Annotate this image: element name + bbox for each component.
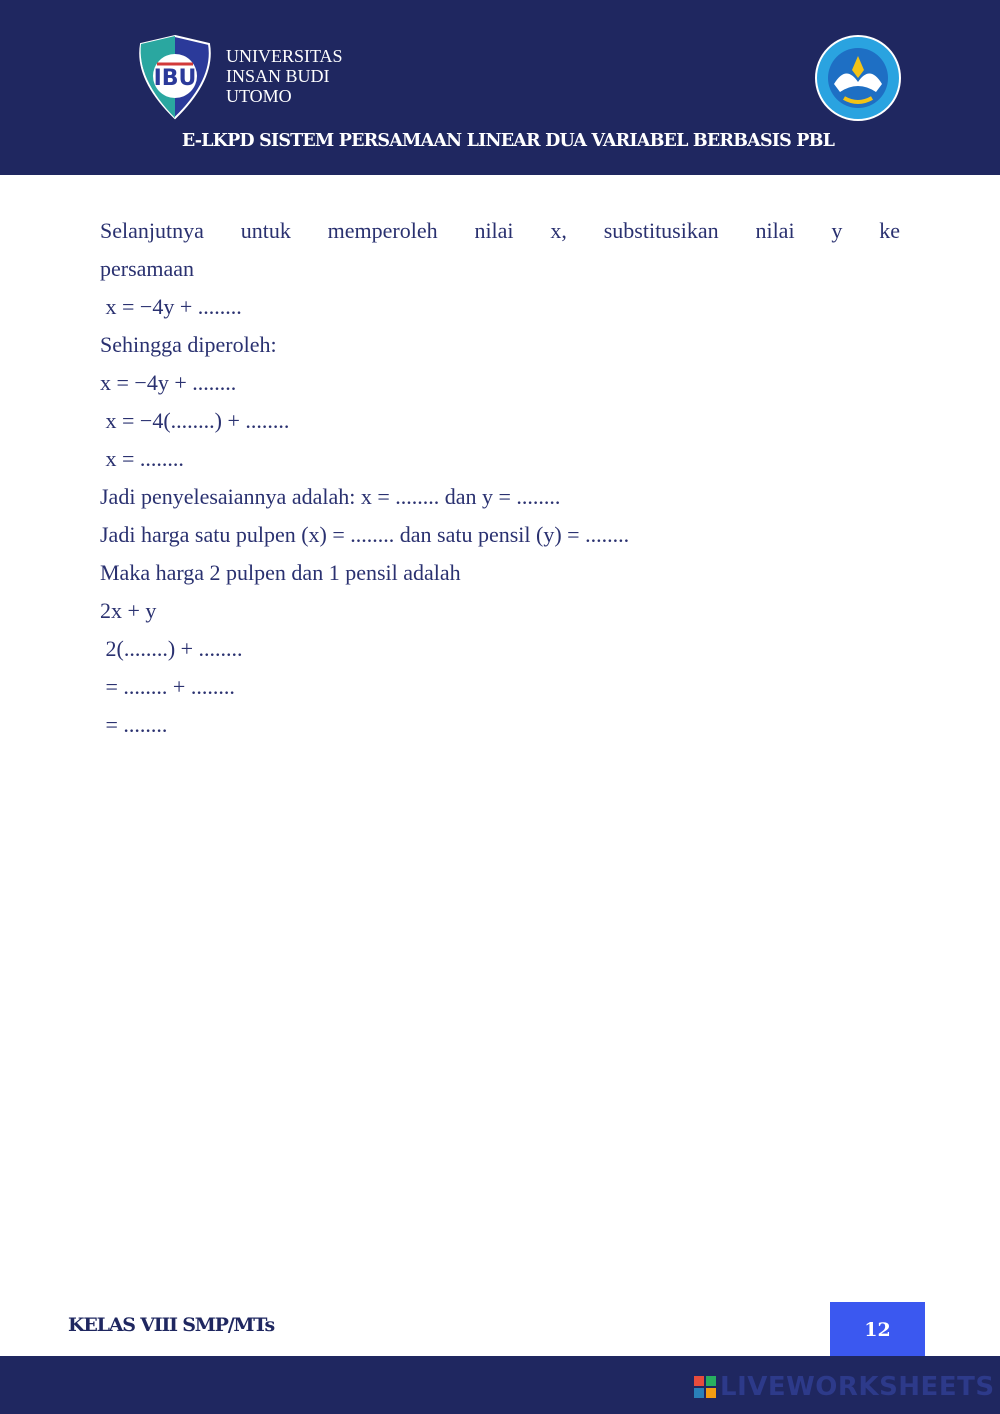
equation-line: = ........: [100, 712, 168, 737]
liveworksheets-brand[interactable]: [694, 1372, 995, 1402]
ministry-logo: [814, 34, 902, 122]
worksheet-content: [100, 212, 900, 744]
equation-line: 2(........) + ........: [100, 636, 243, 661]
university-name-line: UNIVERSITAS: [226, 46, 343, 66]
university-logo: [135, 34, 215, 120]
page-number: 12: [830, 1302, 925, 1358]
liveworksheets-text: LIVEWORKSHEETS: [720, 1372, 995, 1402]
equation-line: x = −4y + ........: [100, 294, 242, 319]
equation-line: x = ........: [100, 446, 184, 471]
text-line: Maka harga 2 pulpen dan 1 pensil adalah: [100, 560, 461, 585]
text-line: Jadi penyelesaiannya adalah: x = ........ dan y = ........: [100, 484, 561, 509]
university-name-line: INSAN BUDI: [226, 66, 330, 86]
text-line: Sehingga diperoleh:: [100, 332, 277, 357]
equation-line: x = −4(........) + ........: [100, 408, 290, 433]
equation-line: x = −4y + ........: [100, 370, 237, 395]
equation-line: 2x + y: [100, 598, 157, 623]
header-banner: [0, 0, 1000, 175]
university-name-line: UTOMO: [226, 86, 292, 106]
class-label: KELAS VIII SMP/MTs: [68, 1314, 274, 1336]
document-title: E-LKPD SISTEM PERSAMAAN LINEAR DUA VARIABEL BERBASIS PBL: [181, 131, 835, 151]
intro-line: Selanjutnya untuk memperoleh nilai x, substitusikan nilai y ke: [100, 218, 900, 243]
intro-line: persamaan: [100, 256, 195, 281]
university-name: [226, 46, 343, 106]
equation-line: = ........ + ........: [100, 674, 235, 699]
liveworksheets-icon: [694, 1376, 716, 1398]
svg-text:IBU: IBU: [153, 66, 197, 91]
text-line: Jadi harga satu pulpen (x) = ........ dan satu pensil (y) = ........: [100, 522, 630, 547]
